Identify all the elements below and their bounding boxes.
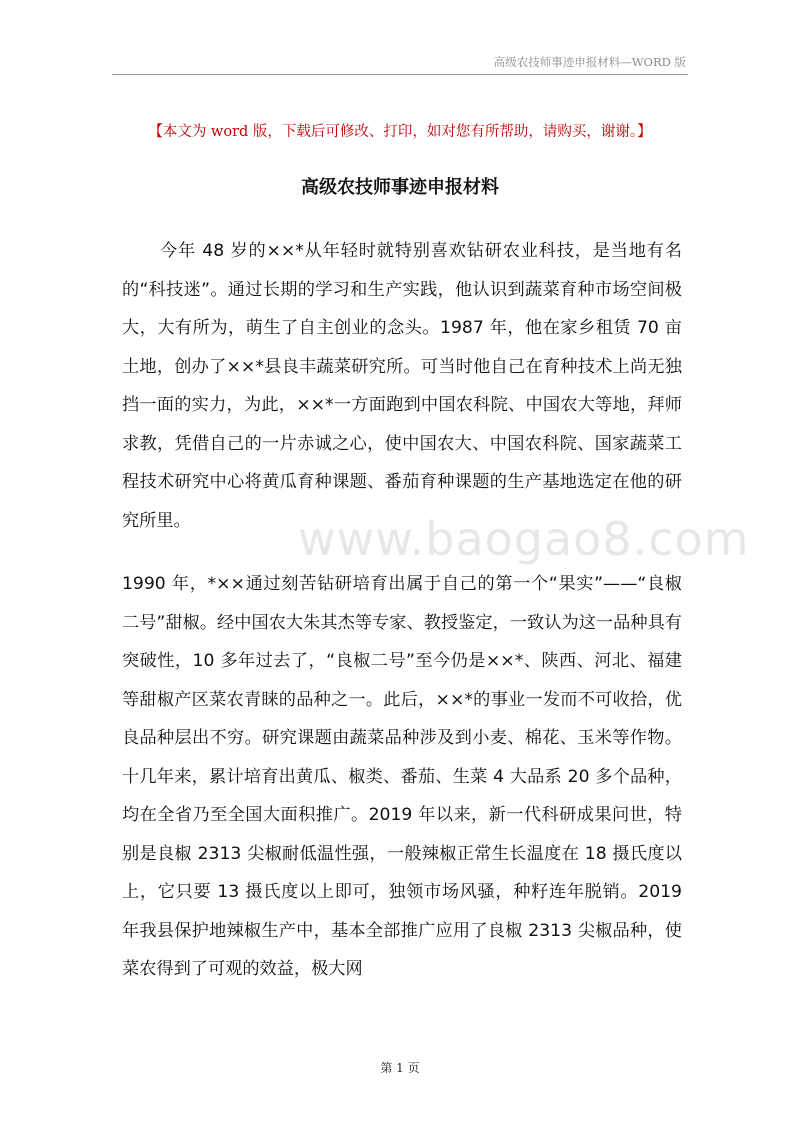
- body-paragraph-2: 1990 年，*××通过刻苦钻研培育出属于自己的第一个“果实”——“良椒二号”甜椒。经中国农大朱其杰等专家、教授鉴定，一致认为这一品种具有突破性，10 多年过去了，“良椒二号”至今仍是××*、陕西、河北、福建等甜椒产区菜农青睐的品种之一。此后，××*的事业一发而不可收拾，优良品种层出不穷。研究课题由蔬菜品种涉及到小麦、棉花、玉米等作物。十几年来，累计培育出黄瓜、椒类、番茄、生菜 4 大品系 20 多个品种，均在全省乃至全国大面积推广。2019 年以来，新一代科研成果问世，特别是良椒 2313 尖椒耐低温性强，一般辣椒正常生长温度在 18 摄氏度以上，它只要 13 摄氏度以上即可，独领市场风骚，种籽连年脱销。2019 年我县保护地辣椒生产中，基本全部推广应用了良椒 2313 尖椒品种，使菜农得到了可观的效益，极大网: [122, 574, 682, 979]
- body-paragraph-1: 今年 48 岁的××*从年轻时就特别喜欢钻研农业科技，是当地有名的“科技迷”。通过长期的学习和生产实践，他认识到蔬菜育种市场空间极大，大有所为，萌生了自主创业的念头。1987 年，他在家乡租赁 70 亩土地，创办了××*县良丰蔬菜研究所。可当时他自己在育种技术上尚无独挡一面的实力，为此，××*一方面跑到中国农科院、中国农大等地，拜师求教，凭借自己的一片赤诚之心，使中国农大、中国农科院、国家蔬菜工程技术研究中心将黄瓜育种课题、番茄育种课题的生产基地选定在他的研究所里。: [122, 241, 682, 531]
- document-title: 高级农技师事迹申报材料: [301, 177, 499, 198]
- purchase-notice: 【本文为 word 版，下载后可修改、打印，如对您有所帮助，请购买，谢谢。】: [148, 124, 652, 140]
- running-header-title: 高级农技师事迹申报材料—WORD 版: [493, 55, 686, 69]
- site-watermark: www.baogao8.com: [298, 512, 750, 566]
- page-number: 第 1 页: [380, 1061, 420, 1075]
- header-divider: [112, 74, 688, 75]
